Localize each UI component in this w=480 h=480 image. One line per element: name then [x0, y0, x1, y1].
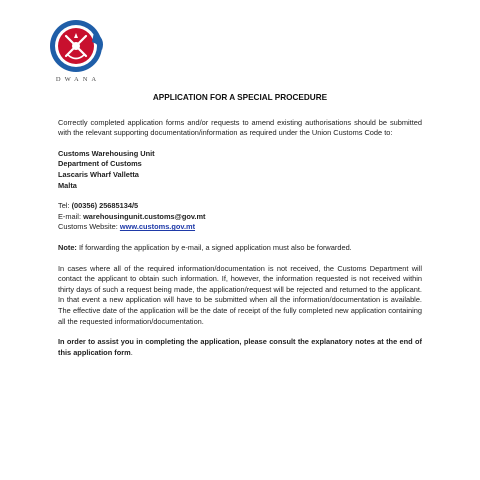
contact-telephone — [58, 201, 422, 212]
contact-website — [58, 222, 422, 233]
note-paragraph — [58, 243, 422, 254]
email-label: E-mail: — [58, 211, 84, 221]
address-line-department: Department of Customs — [58, 159, 142, 169]
intro-paragraph: Correctly completed application forms and/or requests to amend existing authorisations should be submitted with the relevant supporting documentation/information as required under the Union Customs Code to: — [58, 117, 422, 138]
note-label: Note: — [58, 242, 77, 252]
contact-block — [58, 201, 422, 233]
website-link[interactable]: www.customs.gov.mt — [119, 222, 196, 232]
address-line-unit: Customs Warehousing Unit — [58, 148, 155, 158]
assist-end-text: . — [130, 347, 133, 357]
document-body — [58, 93, 422, 368]
assist-bold-text: In order to assist you in completing the application, please consult the explanatory notes at the end of this application form — [58, 337, 422, 357]
email-value[interactable]: warehousingunit.customs@gov.mt — [83, 211, 206, 221]
customs-logo — [44, 18, 108, 92]
assist-paragraph — [58, 337, 422, 358]
logo-text: DWANA — [55, 76, 101, 83]
address-block — [58, 149, 422, 191]
customs-emblem-icon — [44, 18, 108, 74]
telephone-label: Tel: — [58, 201, 72, 211]
address-line-country: Malta — [58, 180, 77, 190]
note-text: If forwarding the application by e-mail, a signed application must also be forwarded. — [76, 242, 352, 252]
website-label: Customs Website: — [58, 222, 120, 232]
telephone-value: (00356) 25685134/5 — [71, 201, 139, 211]
address-line-street: Lascaris Wharf Valletta — [58, 169, 139, 179]
contact-email — [58, 212, 422, 223]
incomplete-application-paragraph: In cases where all of the required information/documentation is not received, the Customs Department will contact the applicant to obtain such information. If, however, the information requested is not received within thirty days of such a request being made, the application/request will be rejected and returned to the applicant. In that event a new application will have to be submitted when all the information/documentation is available. The effective date of the application will be the date of receipt of the fully completed new application containing all the requested information/documentation. — [58, 263, 422, 326]
document-title: APPLICATION FOR A SPECIAL PROCEDURE — [152, 93, 328, 102]
